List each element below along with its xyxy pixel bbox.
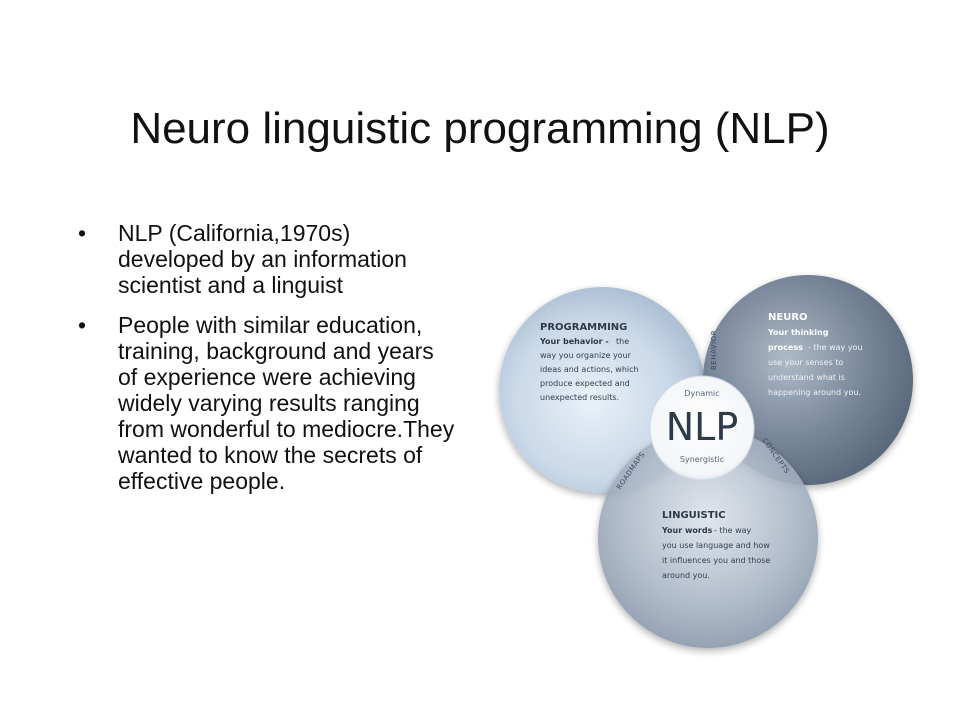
neuro-line: - the way you [808, 343, 863, 352]
programming-line: ideas and actions, which [540, 365, 639, 374]
bullet-marker: • [78, 220, 87, 246]
roadmaps-label: ROADMAPS [615, 450, 647, 492]
neuro-line: process [768, 343, 803, 352]
behavior-label: BEHAVIOR [710, 329, 718, 370]
bullet-list [78, 220, 458, 508]
bullet-text: NLP (California,1970s) developed by an information scientist and a linguist [118, 220, 407, 298]
bullet-item [78, 312, 458, 494]
linguistic-line: - the way [714, 526, 752, 535]
venn-svg [490, 240, 950, 660]
center-nlp-label: NLP [665, 405, 739, 449]
linguistic-line: you use language and how [662, 541, 770, 550]
neuro-line: Your thinking [768, 328, 829, 337]
programming-line: produce expected and [540, 379, 630, 388]
programming-line: unexpected results. [540, 393, 620, 402]
nlp-venn-diagram [490, 240, 950, 660]
bullet-marker: • [78, 312, 87, 338]
slide-title: Neuro linguistic programming (NLP) [130, 104, 830, 153]
neuro-heading: NEURO [768, 312, 808, 323]
linguistic-lead: Your words [662, 526, 713, 535]
center-bottom-label: Synergistic [679, 455, 725, 464]
neuro-line: use your senses to [768, 358, 844, 367]
neuro-line: happening around you. [768, 388, 861, 397]
linguistic-line: it influences you and those [662, 556, 771, 565]
linguistic-heading: LINGUISTIC [662, 510, 726, 521]
neuro-line: understand what is [768, 373, 845, 382]
bullet-text: People with similar education, training, background and years of experience were achieving widely varying results ranging from wonderful to mediocre.They wanted to know the secrets of effective people. [118, 312, 455, 494]
programming-line: the [616, 337, 630, 346]
center-top-label: Dynamic [684, 389, 720, 398]
programming-line: way you organize your [540, 351, 631, 360]
concepts-label: CONCEPTS [760, 436, 791, 476]
programming-heading: PROGRAMMING [540, 322, 628, 333]
linguistic-line: around you. [662, 571, 710, 580]
bullet-item [78, 220, 458, 298]
programming-lead: Your behavior - [540, 337, 609, 346]
